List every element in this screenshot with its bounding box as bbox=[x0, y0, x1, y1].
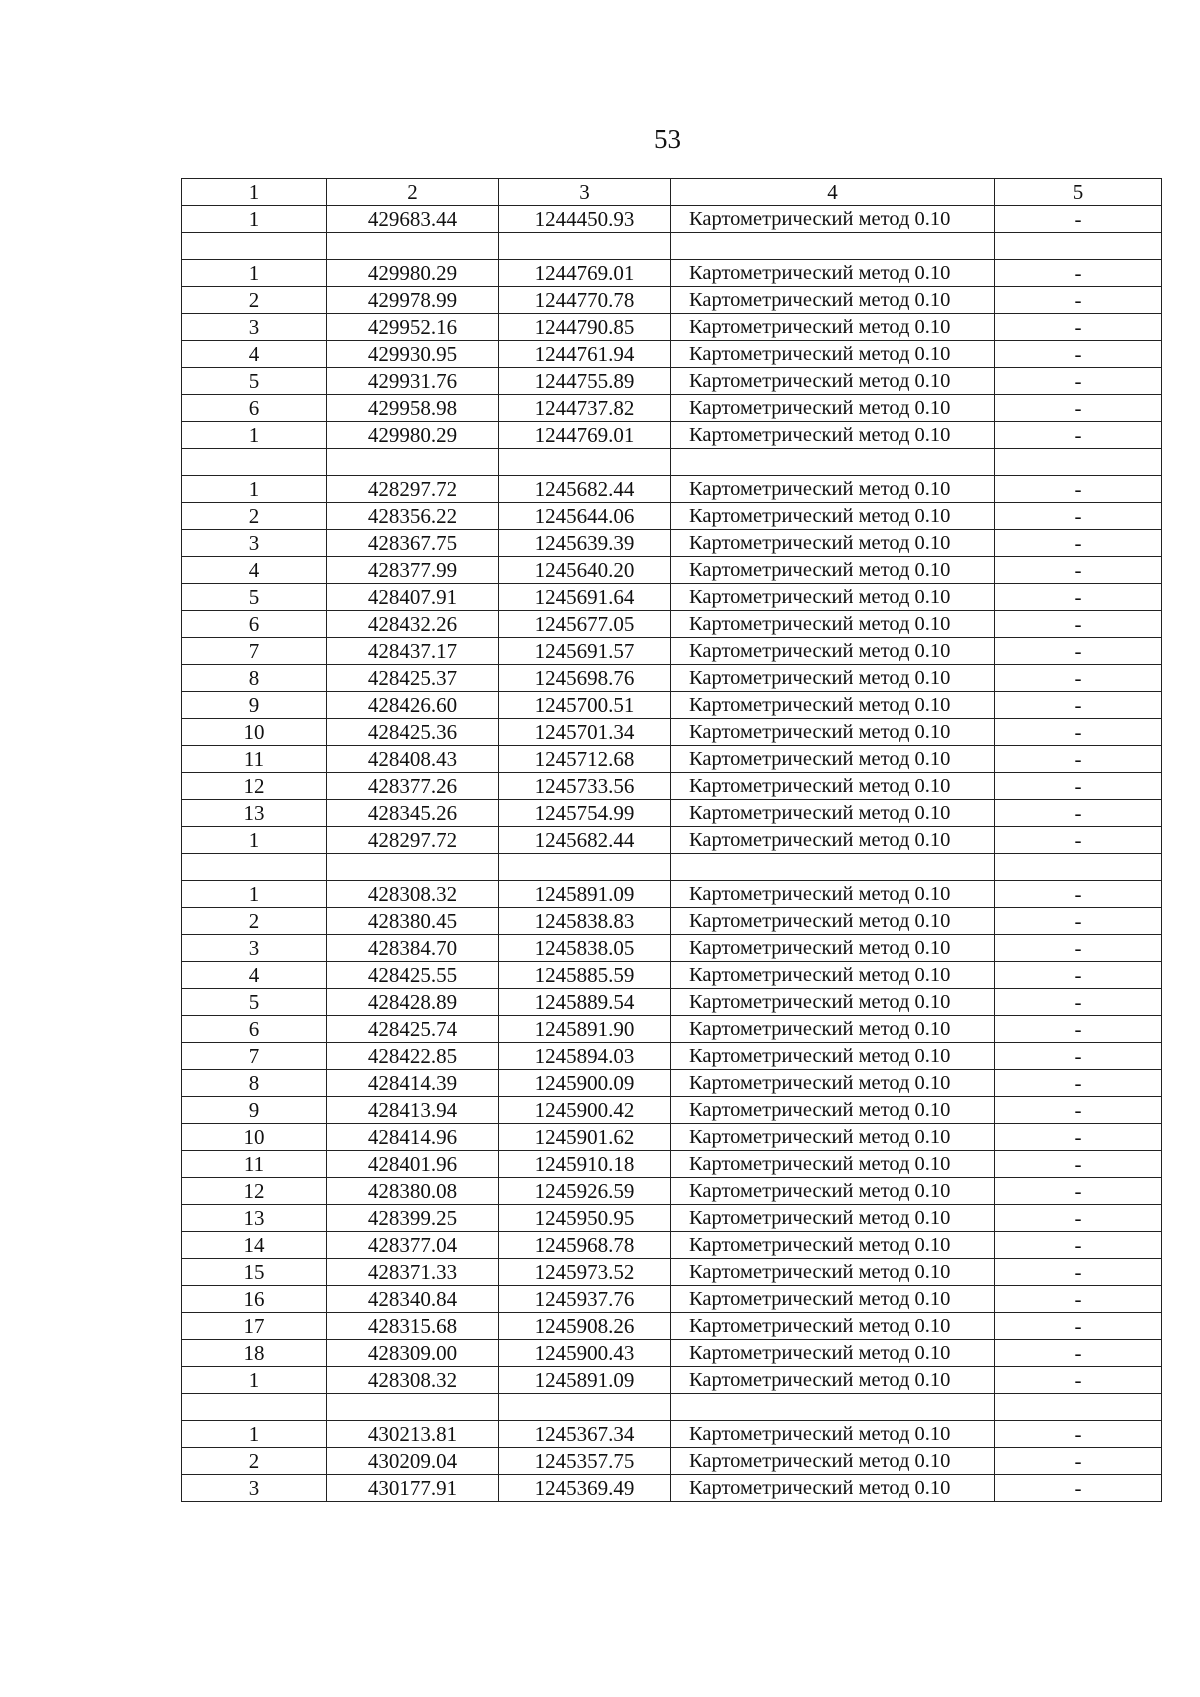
empty-cell bbox=[671, 854, 995, 881]
x-coordinate-cell: 430209.04 bbox=[327, 1448, 499, 1475]
point-number-cell: 9 bbox=[182, 1097, 327, 1124]
y-coordinate-cell: 1245885.59 bbox=[499, 962, 671, 989]
column-header: 1 bbox=[182, 179, 327, 206]
table-row bbox=[182, 1475, 1162, 1502]
y-coordinate-cell: 1245701.34 bbox=[499, 719, 671, 746]
method-cell: Картометрический метод 0.10 bbox=[671, 989, 995, 1016]
y-coordinate-cell: 1244769.01 bbox=[499, 422, 671, 449]
description-cell: - bbox=[995, 1178, 1162, 1205]
x-coordinate-cell: 428428.89 bbox=[327, 989, 499, 1016]
description-cell: - bbox=[995, 935, 1162, 962]
x-coordinate-cell: 429958.98 bbox=[327, 395, 499, 422]
table-row bbox=[182, 1421, 1162, 1448]
x-coordinate-cell: 428413.94 bbox=[327, 1097, 499, 1124]
x-coordinate-cell: 428309.00 bbox=[327, 1340, 499, 1367]
empty-cell bbox=[499, 1394, 671, 1421]
table-row bbox=[182, 422, 1162, 449]
description-cell: - bbox=[995, 206, 1162, 233]
y-coordinate-cell: 1245712.68 bbox=[499, 746, 671, 773]
description-cell: - bbox=[995, 719, 1162, 746]
method-cell: Картометрический метод 0.10 bbox=[671, 1421, 995, 1448]
point-number-cell: 1 bbox=[182, 422, 327, 449]
table-row bbox=[182, 1286, 1162, 1313]
method-cell: Картометрический метод 0.10 bbox=[671, 476, 995, 503]
empty-cell bbox=[327, 233, 499, 260]
y-coordinate-cell: 1245968.78 bbox=[499, 1232, 671, 1259]
point-number-cell: 18 bbox=[182, 1340, 327, 1367]
table-row bbox=[182, 1340, 1162, 1367]
x-coordinate-cell: 429978.99 bbox=[327, 287, 499, 314]
point-number-cell: 14 bbox=[182, 1232, 327, 1259]
method-cell: Картометрический метод 0.10 bbox=[671, 584, 995, 611]
point-number-cell: 2 bbox=[182, 503, 327, 530]
x-coordinate-cell: 428377.99 bbox=[327, 557, 499, 584]
empty-cell bbox=[327, 449, 499, 476]
method-cell: Картометрический метод 0.10 bbox=[671, 395, 995, 422]
description-cell: - bbox=[995, 1367, 1162, 1394]
description-cell: - bbox=[995, 989, 1162, 1016]
method-cell: Картометрический метод 0.10 bbox=[671, 287, 995, 314]
point-number-cell: 12 bbox=[182, 1178, 327, 1205]
method-cell: Картометрический метод 0.10 bbox=[671, 935, 995, 962]
description-cell: - bbox=[995, 1340, 1162, 1367]
point-number-cell: 3 bbox=[182, 935, 327, 962]
point-number-cell: 2 bbox=[182, 908, 327, 935]
method-cell: Картометрический метод 0.10 bbox=[671, 773, 995, 800]
y-coordinate-cell: 1245640.20 bbox=[499, 557, 671, 584]
x-coordinate-cell: 428384.70 bbox=[327, 935, 499, 962]
description-cell: - bbox=[995, 530, 1162, 557]
y-coordinate-cell: 1245937.76 bbox=[499, 1286, 671, 1313]
description-cell: - bbox=[995, 1448, 1162, 1475]
point-number-cell: 5 bbox=[182, 368, 327, 395]
y-coordinate-cell: 1244790.85 bbox=[499, 314, 671, 341]
description-cell: - bbox=[995, 1016, 1162, 1043]
y-coordinate-cell: 1245973.52 bbox=[499, 1259, 671, 1286]
y-coordinate-cell: 1245894.03 bbox=[499, 1043, 671, 1070]
empty-cell bbox=[671, 233, 995, 260]
y-coordinate-cell: 1245682.44 bbox=[499, 827, 671, 854]
method-cell: Картометрический метод 0.10 bbox=[671, 314, 995, 341]
description-cell: - bbox=[995, 1205, 1162, 1232]
y-coordinate-cell: 1245908.26 bbox=[499, 1313, 671, 1340]
x-coordinate-cell: 429980.29 bbox=[327, 422, 499, 449]
method-cell: Картометрический метод 0.10 bbox=[671, 1475, 995, 1502]
empty-cell bbox=[182, 449, 327, 476]
description-cell: - bbox=[995, 584, 1162, 611]
x-coordinate-cell: 428414.96 bbox=[327, 1124, 499, 1151]
description-cell: - bbox=[995, 1070, 1162, 1097]
table-row bbox=[182, 935, 1162, 962]
x-coordinate-cell: 428425.74 bbox=[327, 1016, 499, 1043]
method-cell: Картометрический метод 0.10 bbox=[671, 746, 995, 773]
table-row bbox=[182, 1448, 1162, 1475]
description-cell: - bbox=[995, 1286, 1162, 1313]
method-cell: Картометрический метод 0.10 bbox=[671, 1124, 995, 1151]
point-number-cell: 3 bbox=[182, 530, 327, 557]
y-coordinate-cell: 1245901.62 bbox=[499, 1124, 671, 1151]
y-coordinate-cell: 1245891.09 bbox=[499, 1367, 671, 1394]
y-coordinate-cell: 1245926.59 bbox=[499, 1178, 671, 1205]
x-coordinate-cell: 428422.85 bbox=[327, 1043, 499, 1070]
x-coordinate-cell: 428401.96 bbox=[327, 1151, 499, 1178]
x-coordinate-cell: 428340.84 bbox=[327, 1286, 499, 1313]
table-row bbox=[182, 773, 1162, 800]
description-cell: - bbox=[995, 638, 1162, 665]
method-cell: Картометрический метод 0.10 bbox=[671, 962, 995, 989]
method-cell: Картометрический метод 0.10 bbox=[671, 422, 995, 449]
description-cell: - bbox=[995, 395, 1162, 422]
y-coordinate-cell: 1245838.83 bbox=[499, 908, 671, 935]
y-coordinate-cell: 1245733.56 bbox=[499, 773, 671, 800]
point-number-cell: 8 bbox=[182, 665, 327, 692]
point-number-cell: 1 bbox=[182, 260, 327, 287]
empty-cell bbox=[995, 854, 1162, 881]
description-cell: - bbox=[995, 746, 1162, 773]
description-cell: - bbox=[995, 665, 1162, 692]
method-cell: Картометрический метод 0.10 bbox=[671, 557, 995, 584]
x-coordinate-cell: 428432.26 bbox=[327, 611, 499, 638]
y-coordinate-cell: 1245639.39 bbox=[499, 530, 671, 557]
y-coordinate-cell: 1245754.99 bbox=[499, 800, 671, 827]
method-cell: Картометрический метод 0.10 bbox=[671, 827, 995, 854]
table-row bbox=[182, 530, 1162, 557]
description-cell: - bbox=[995, 1097, 1162, 1124]
description-cell: - bbox=[995, 287, 1162, 314]
point-number-cell: 7 bbox=[182, 638, 327, 665]
point-number-cell: 2 bbox=[182, 1448, 327, 1475]
description-cell: - bbox=[995, 692, 1162, 719]
description-cell: - bbox=[995, 1124, 1162, 1151]
y-coordinate-cell: 1245900.43 bbox=[499, 1340, 671, 1367]
table-row bbox=[182, 746, 1162, 773]
x-coordinate-cell: 428407.91 bbox=[327, 584, 499, 611]
table-body bbox=[182, 206, 1162, 1502]
point-number-cell: 4 bbox=[182, 341, 327, 368]
point-number-cell: 6 bbox=[182, 611, 327, 638]
table-row bbox=[182, 1151, 1162, 1178]
point-number-cell: 4 bbox=[182, 962, 327, 989]
x-coordinate-cell: 428345.26 bbox=[327, 800, 499, 827]
y-coordinate-cell: 1245700.51 bbox=[499, 692, 671, 719]
x-coordinate-cell: 429952.16 bbox=[327, 314, 499, 341]
table-row bbox=[182, 1043, 1162, 1070]
x-coordinate-cell: 428371.33 bbox=[327, 1259, 499, 1286]
y-coordinate-cell: 1245900.09 bbox=[499, 1070, 671, 1097]
method-cell: Картометрический метод 0.10 bbox=[671, 260, 995, 287]
method-cell: Картометрический метод 0.10 bbox=[671, 611, 995, 638]
description-cell: - bbox=[995, 800, 1162, 827]
method-cell: Картометрический метод 0.10 bbox=[671, 1286, 995, 1313]
x-coordinate-cell: 428399.25 bbox=[327, 1205, 499, 1232]
method-cell: Картометрический метод 0.10 bbox=[671, 1097, 995, 1124]
description-cell: - bbox=[995, 422, 1162, 449]
y-coordinate-cell: 1245900.42 bbox=[499, 1097, 671, 1124]
description-cell: - bbox=[995, 1232, 1162, 1259]
page-number: 53 bbox=[654, 124, 681, 154]
point-number-cell: 9 bbox=[182, 692, 327, 719]
x-coordinate-cell: 428377.04 bbox=[327, 1232, 499, 1259]
point-number-cell: 1 bbox=[182, 206, 327, 233]
description-cell: - bbox=[995, 827, 1162, 854]
table-row bbox=[182, 692, 1162, 719]
point-number-cell: 2 bbox=[182, 287, 327, 314]
x-coordinate-cell: 428414.39 bbox=[327, 1070, 499, 1097]
separator-row bbox=[182, 1394, 1162, 1421]
header-row bbox=[182, 179, 1162, 206]
point-number-cell: 4 bbox=[182, 557, 327, 584]
point-number-cell: 12 bbox=[182, 773, 327, 800]
description-cell: - bbox=[995, 476, 1162, 503]
point-number-cell: 8 bbox=[182, 1070, 327, 1097]
table-row bbox=[182, 1097, 1162, 1124]
table-row bbox=[182, 800, 1162, 827]
y-coordinate-cell: 1244761.94 bbox=[499, 341, 671, 368]
table-row bbox=[182, 719, 1162, 746]
x-coordinate-cell: 428380.08 bbox=[327, 1178, 499, 1205]
y-coordinate-cell: 1245838.05 bbox=[499, 935, 671, 962]
x-coordinate-cell: 428425.37 bbox=[327, 665, 499, 692]
table-row bbox=[182, 1205, 1162, 1232]
empty-cell bbox=[327, 1394, 499, 1421]
x-coordinate-cell: 428425.55 bbox=[327, 962, 499, 989]
y-coordinate-cell: 1245357.75 bbox=[499, 1448, 671, 1475]
description-cell: - bbox=[995, 1475, 1162, 1502]
x-coordinate-cell: 428308.32 bbox=[327, 1367, 499, 1394]
point-number-cell: 13 bbox=[182, 1205, 327, 1232]
method-cell: Картометрический метод 0.10 bbox=[671, 1448, 995, 1475]
y-coordinate-cell: 1244770.78 bbox=[499, 287, 671, 314]
method-cell: Картометрический метод 0.10 bbox=[671, 503, 995, 530]
table-row bbox=[182, 962, 1162, 989]
empty-cell bbox=[182, 1394, 327, 1421]
method-cell: Картометрический метод 0.10 bbox=[671, 881, 995, 908]
y-coordinate-cell: 1245682.44 bbox=[499, 476, 671, 503]
empty-cell bbox=[995, 449, 1162, 476]
coordinates-table bbox=[181, 178, 1162, 1502]
table-row bbox=[182, 881, 1162, 908]
empty-cell bbox=[327, 854, 499, 881]
method-cell: Картометрический метод 0.10 bbox=[671, 638, 995, 665]
table-row bbox=[182, 557, 1162, 584]
method-cell: Картометрический метод 0.10 bbox=[671, 1151, 995, 1178]
empty-cell bbox=[671, 449, 995, 476]
x-coordinate-cell: 428308.32 bbox=[327, 881, 499, 908]
x-coordinate-cell: 428426.60 bbox=[327, 692, 499, 719]
column-header: 4 bbox=[671, 179, 995, 206]
point-number-cell: 6 bbox=[182, 1016, 327, 1043]
y-coordinate-cell: 1244769.01 bbox=[499, 260, 671, 287]
point-number-cell: 1 bbox=[182, 476, 327, 503]
point-number-cell: 10 bbox=[182, 719, 327, 746]
method-cell: Картометрический метод 0.10 bbox=[671, 341, 995, 368]
method-cell: Картометрический метод 0.10 bbox=[671, 665, 995, 692]
x-coordinate-cell: 428356.22 bbox=[327, 503, 499, 530]
description-cell: - bbox=[995, 1313, 1162, 1340]
description-cell: - bbox=[995, 368, 1162, 395]
table-row bbox=[182, 1313, 1162, 1340]
separator-row bbox=[182, 854, 1162, 881]
y-coordinate-cell: 1244755.89 bbox=[499, 368, 671, 395]
point-number-cell: 13 bbox=[182, 800, 327, 827]
table-row bbox=[182, 1124, 1162, 1151]
table-row bbox=[182, 287, 1162, 314]
point-number-cell: 15 bbox=[182, 1259, 327, 1286]
description-cell: - bbox=[995, 1421, 1162, 1448]
empty-cell bbox=[499, 233, 671, 260]
empty-cell bbox=[182, 233, 327, 260]
table-row bbox=[182, 206, 1162, 233]
y-coordinate-cell: 1244737.82 bbox=[499, 395, 671, 422]
point-number-cell: 5 bbox=[182, 584, 327, 611]
table-row bbox=[182, 395, 1162, 422]
method-cell: Картометрический метод 0.10 bbox=[671, 530, 995, 557]
point-number-cell: 17 bbox=[182, 1313, 327, 1340]
method-cell: Картометрический метод 0.10 bbox=[671, 800, 995, 827]
description-cell: - bbox=[995, 260, 1162, 287]
x-coordinate-cell: 428297.72 bbox=[327, 476, 499, 503]
table-row bbox=[182, 503, 1162, 530]
table-row bbox=[182, 1016, 1162, 1043]
column-header: 3 bbox=[499, 179, 671, 206]
table-row bbox=[182, 1259, 1162, 1286]
table-row bbox=[182, 368, 1162, 395]
description-cell: - bbox=[995, 557, 1162, 584]
method-cell: Картометрический метод 0.10 bbox=[671, 1367, 995, 1394]
description-cell: - bbox=[995, 773, 1162, 800]
x-coordinate-cell: 430213.81 bbox=[327, 1421, 499, 1448]
table-row bbox=[182, 638, 1162, 665]
point-number-cell: 3 bbox=[182, 314, 327, 341]
x-coordinate-cell: 428377.26 bbox=[327, 773, 499, 800]
empty-cell bbox=[499, 449, 671, 476]
method-cell: Картометрический метод 0.10 bbox=[671, 1259, 995, 1286]
y-coordinate-cell: 1245367.34 bbox=[499, 1421, 671, 1448]
table-row bbox=[182, 341, 1162, 368]
point-number-cell: 1 bbox=[182, 1421, 327, 1448]
description-cell: - bbox=[995, 1151, 1162, 1178]
separator-row bbox=[182, 449, 1162, 476]
table-row bbox=[182, 314, 1162, 341]
method-cell: Картометрический метод 0.10 bbox=[671, 1070, 995, 1097]
table-row bbox=[182, 584, 1162, 611]
y-coordinate-cell: 1245691.64 bbox=[499, 584, 671, 611]
empty-cell bbox=[182, 854, 327, 881]
point-number-cell: 10 bbox=[182, 1124, 327, 1151]
description-cell: - bbox=[995, 962, 1162, 989]
description-cell: - bbox=[995, 1043, 1162, 1070]
empty-cell bbox=[671, 1394, 995, 1421]
description-cell: - bbox=[995, 341, 1162, 368]
x-coordinate-cell: 428408.43 bbox=[327, 746, 499, 773]
table-row bbox=[182, 260, 1162, 287]
column-header: 5 bbox=[995, 179, 1162, 206]
x-coordinate-cell: 428367.75 bbox=[327, 530, 499, 557]
point-number-cell: 7 bbox=[182, 1043, 327, 1070]
x-coordinate-cell: 429980.29 bbox=[327, 260, 499, 287]
table-row bbox=[182, 1070, 1162, 1097]
empty-cell bbox=[995, 233, 1162, 260]
point-number-cell: 1 bbox=[182, 1367, 327, 1394]
description-cell: - bbox=[995, 1259, 1162, 1286]
y-coordinate-cell: 1245644.06 bbox=[499, 503, 671, 530]
method-cell: Картометрический метод 0.10 bbox=[671, 1178, 995, 1205]
x-coordinate-cell: 429931.76 bbox=[327, 368, 499, 395]
method-cell: Картометрический метод 0.10 bbox=[671, 719, 995, 746]
x-coordinate-cell: 429683.44 bbox=[327, 206, 499, 233]
point-number-cell: 6 bbox=[182, 395, 327, 422]
x-coordinate-cell: 430177.91 bbox=[327, 1475, 499, 1502]
separator-row bbox=[182, 233, 1162, 260]
table-row bbox=[182, 989, 1162, 1016]
x-coordinate-cell: 428380.45 bbox=[327, 908, 499, 935]
method-cell: Картометрический метод 0.10 bbox=[671, 692, 995, 719]
point-number-cell: 11 bbox=[182, 1151, 327, 1178]
point-number-cell: 1 bbox=[182, 827, 327, 854]
table-row bbox=[182, 1178, 1162, 1205]
method-cell: Картометрический метод 0.10 bbox=[671, 1232, 995, 1259]
table-row bbox=[182, 1232, 1162, 1259]
y-coordinate-cell: 1245891.09 bbox=[499, 881, 671, 908]
y-coordinate-cell: 1245691.57 bbox=[499, 638, 671, 665]
y-coordinate-cell: 1245891.90 bbox=[499, 1016, 671, 1043]
x-coordinate-cell: 428315.68 bbox=[327, 1313, 499, 1340]
method-cell: Картометрический метод 0.10 bbox=[671, 1205, 995, 1232]
method-cell: Картометрический метод 0.10 bbox=[671, 908, 995, 935]
method-cell: Картометрический метод 0.10 bbox=[671, 1313, 995, 1340]
empty-cell bbox=[995, 1394, 1162, 1421]
method-cell: Картометрический метод 0.10 bbox=[671, 368, 995, 395]
x-coordinate-cell: 428437.17 bbox=[327, 638, 499, 665]
table-row bbox=[182, 665, 1162, 692]
description-cell: - bbox=[995, 503, 1162, 530]
point-number-cell: 11 bbox=[182, 746, 327, 773]
y-coordinate-cell: 1245369.49 bbox=[499, 1475, 671, 1502]
table-row bbox=[182, 827, 1162, 854]
method-cell: Картометрический метод 0.10 bbox=[671, 206, 995, 233]
table-row bbox=[182, 908, 1162, 935]
y-coordinate-cell: 1245677.05 bbox=[499, 611, 671, 638]
table-row bbox=[182, 611, 1162, 638]
method-cell: Картометрический метод 0.10 bbox=[671, 1016, 995, 1043]
table-row bbox=[182, 1367, 1162, 1394]
method-cell: Картометрический метод 0.10 bbox=[671, 1340, 995, 1367]
method-cell: Картометрический метод 0.10 bbox=[671, 1043, 995, 1070]
description-cell: - bbox=[995, 881, 1162, 908]
empty-cell bbox=[499, 854, 671, 881]
y-coordinate-cell: 1245950.95 bbox=[499, 1205, 671, 1232]
x-coordinate-cell: 428425.36 bbox=[327, 719, 499, 746]
y-coordinate-cell: 1245698.76 bbox=[499, 665, 671, 692]
description-cell: - bbox=[995, 908, 1162, 935]
x-coordinate-cell: 429930.95 bbox=[327, 341, 499, 368]
point-number-cell: 1 bbox=[182, 881, 327, 908]
y-coordinate-cell: 1245910.18 bbox=[499, 1151, 671, 1178]
y-coordinate-cell: 1244450.93 bbox=[499, 206, 671, 233]
point-number-cell: 3 bbox=[182, 1475, 327, 1502]
description-cell: - bbox=[995, 314, 1162, 341]
point-number-cell: 5 bbox=[182, 989, 327, 1016]
table-row bbox=[182, 476, 1162, 503]
description-cell: - bbox=[995, 611, 1162, 638]
column-header: 2 bbox=[327, 179, 499, 206]
point-number-cell: 16 bbox=[182, 1286, 327, 1313]
x-coordinate-cell: 428297.72 bbox=[327, 827, 499, 854]
y-coordinate-cell: 1245889.54 bbox=[499, 989, 671, 1016]
